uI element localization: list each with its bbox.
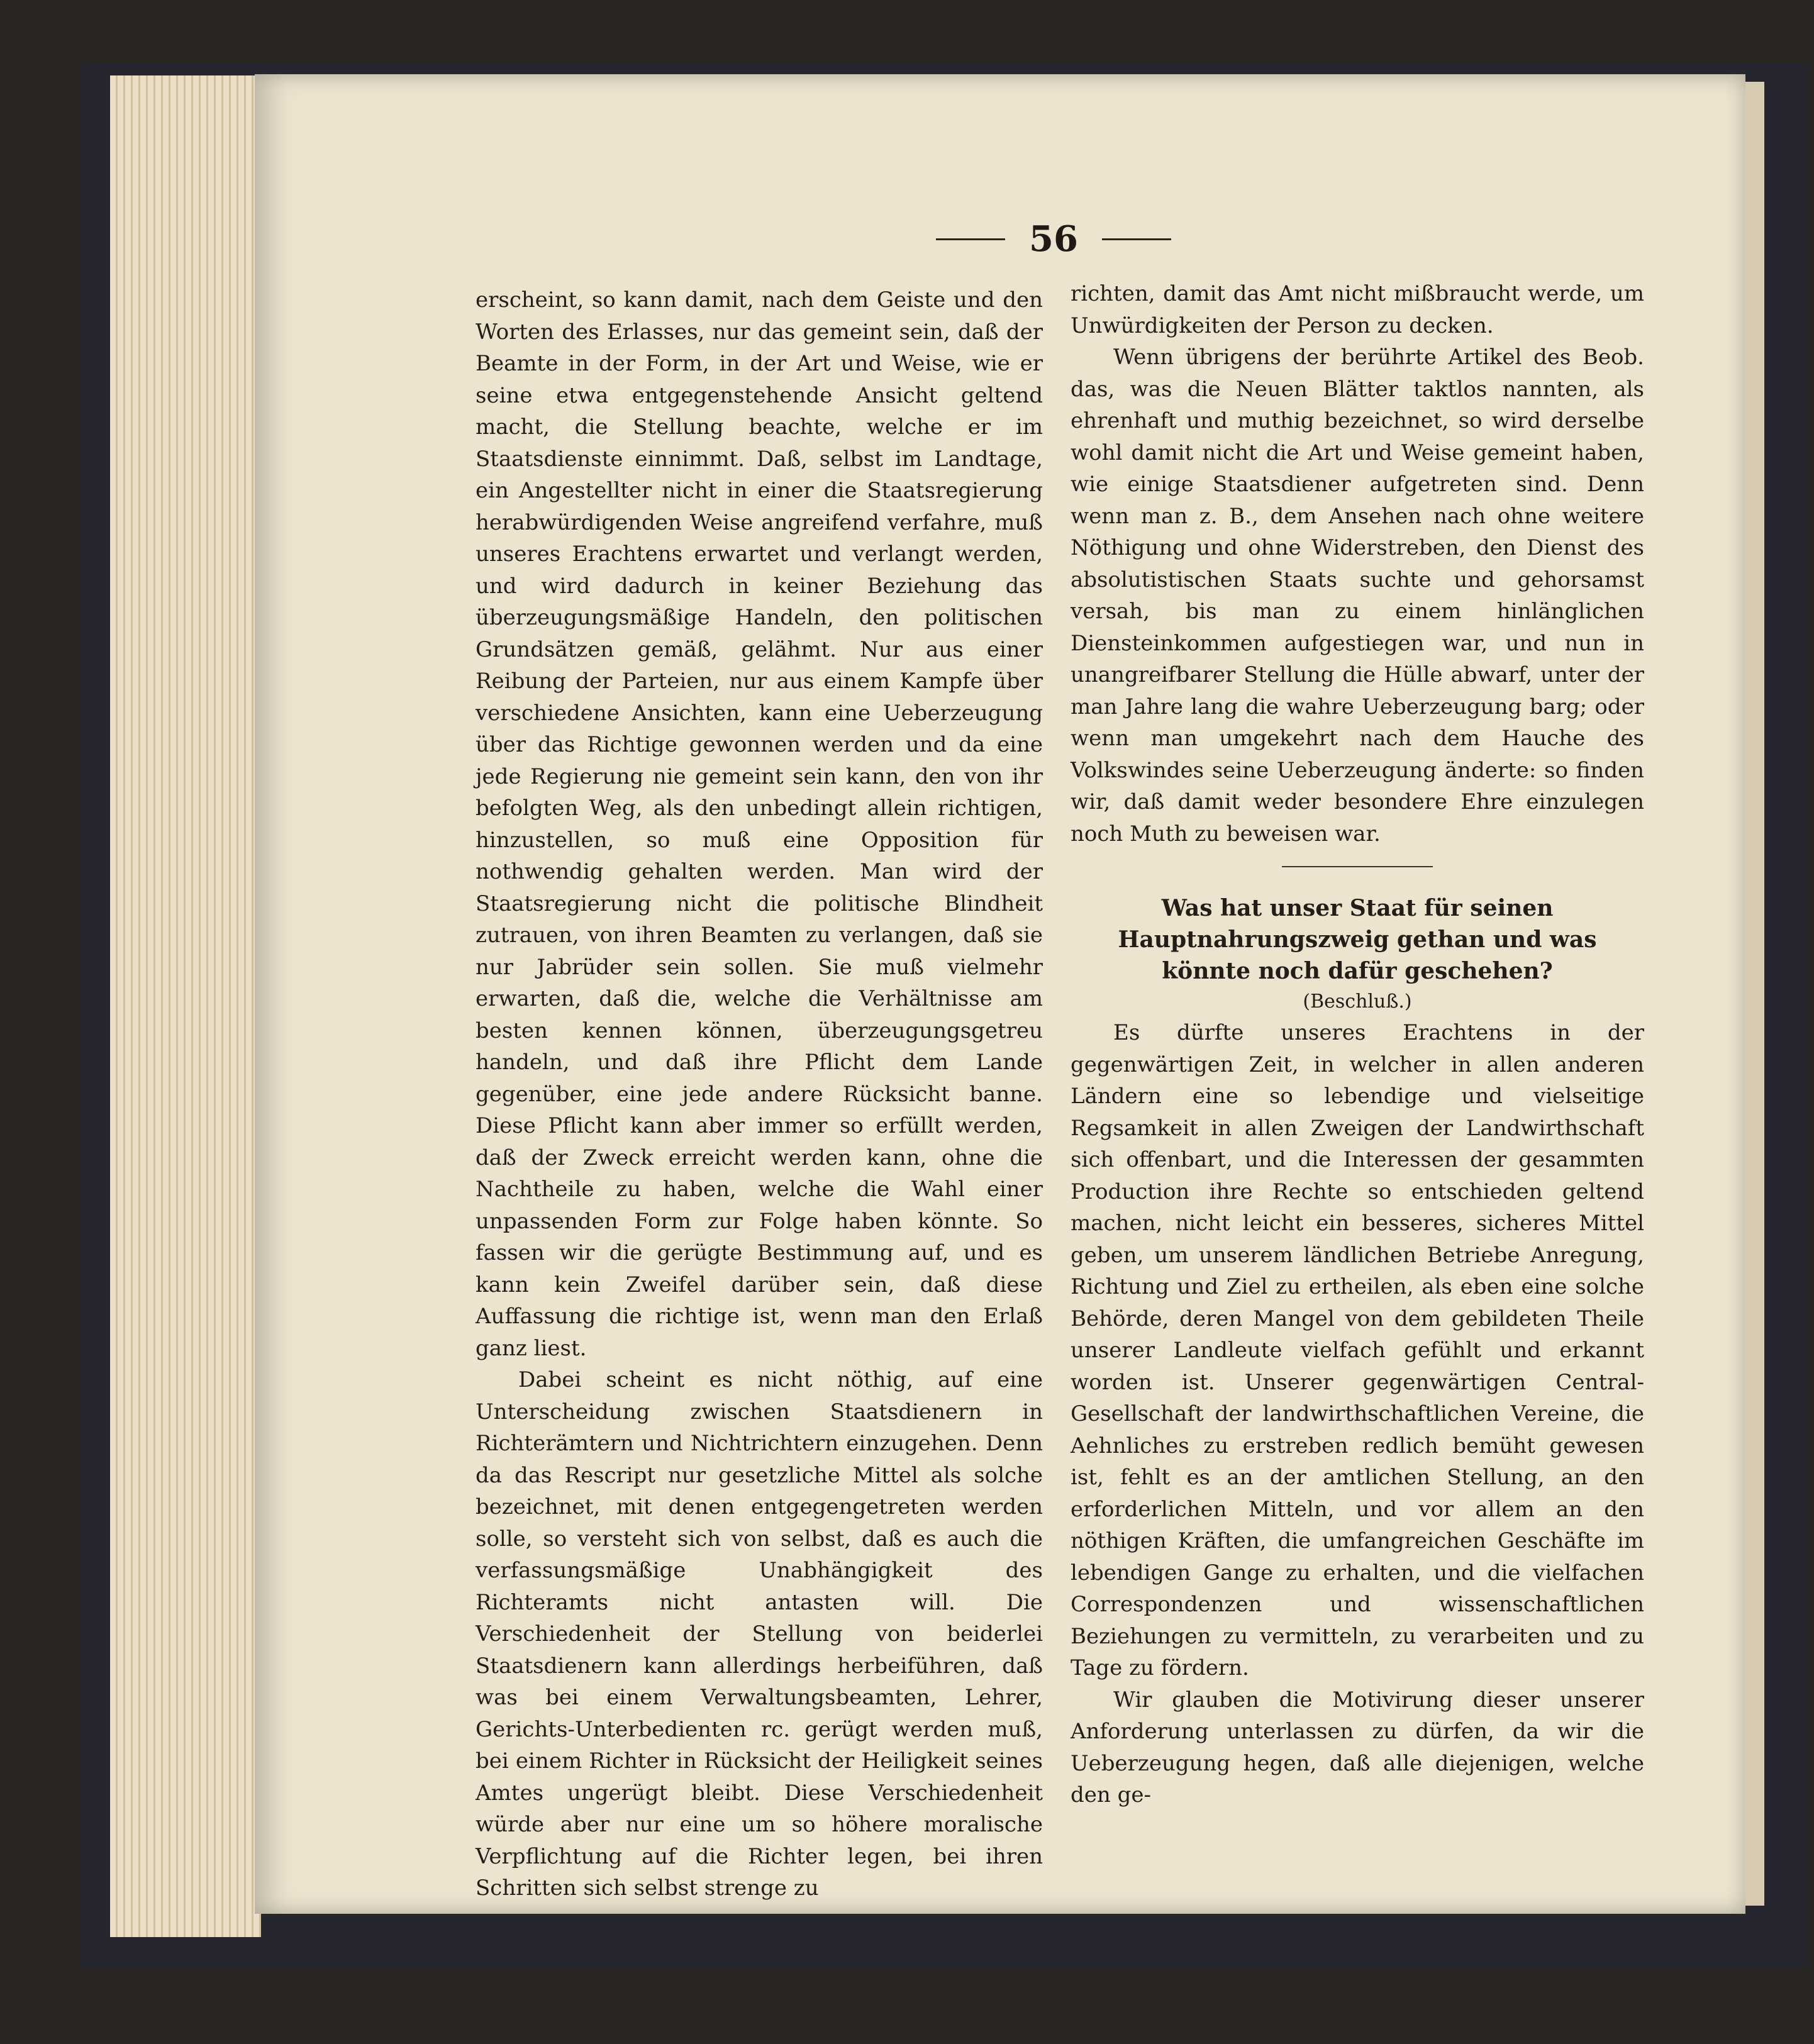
right-paragraph-2: Wenn übrigens der berührte Artikel des Beob. das, was die Neuen Blätter taktlos nannten, als ehrenhaft und muthig bezeichnet, so wird derselbe wohl damit nicht die Art und Weise gemeint haben, wie einige Staatsdiener aufgetreten sind. Denn wenn man z. B., dem Ansehen nach ohne weitere Nöthigung und ohne Widerstreben, den Dienst des absolutistischen Staats suchte und gehorsamst versah, bis man zu einem hinlänglichen Diensteinkommen aufgestiegen war, und nun in unangreifbarer Stellung die Hülle abwarf, unter der man Jahre lang die wahre Ueberzeugung barg; oder wenn man umgekehrt nach dem Hauche des Volkswindes seine Ueberzeugung änderte: so finden wir, daß damit weder besondere Ehre einzulegen noch Muth zu beweisen war. bbox=[1071, 345, 1644, 847]
right-column bbox=[1071, 278, 1644, 1811]
article-heading: Was hat unser Staat für seinen Hauptnahrungszweig gethan und was könnte noch dafür geschehen? bbox=[1118, 895, 1597, 984]
stacked-page-edges bbox=[110, 75, 261, 1937]
left-paragraph-1: erscheint, so kann damit, nach dem Geiste und den Worten des Erlasses, nur das gemeint sein, daß der Beamte in der Form, in der Art und Weise, wie er seine etwa entgegenstehende Ansicht geltend macht, die Stellung beachte, welche er im Staatsdienste einnimmt. Daß, selbst im Landtage, ein Angestellter nicht in einer die Staatsregierung herabwürdigenden Weise angreifend verfahre, muß unseres Erachtens erwartet und verlangt werden, und wird dadurch in keiner Beziehung das überzeugungsmäßige Handeln, den politischen Grundsätzen gemäß, gelähmt. Nur aus einer Reibung der Parteien, nur aus einem Kampfe über verschiedene Ansichten, kann eine Ueberzeugung über das Richtige gewonnen werden und da eine jede Regierung nie gemeint sein kann, den von ihr befolgten Weg, als den unbedingt allein richtigen, hinzustellen, so muß eine Opposition für nothwendig gehalten werden. Man wird der Staatsregierung nicht die politische Blindheit zutrauen, von ihren Beamten zu verlangen, daß sie nur Jabrüder sein sollen. Sie muß vielmehr erwarten, daß die, welche die Verhältnisse am besten kennen können, überzeugungsgetreu handeln, und daß ihre Pflicht dem Lande gegenüber, eine jede andere Rücksicht banne. Diese Pflicht kann aber immer so erfüllt werden, daß der Zweck erreicht werden kann, ohne die Nachtheile zu haben, welche die Wahl einer unpassenden Form zur Folge haben könnte. So fassen wir die gerügte Bestimmung auf, und es kann kein Zweifel darüber sein, daß diese Auffassung die richtige ist, wenn man den Erlaß ganz liest. bbox=[476, 287, 1043, 1361]
left-column bbox=[476, 284, 1043, 1904]
left-paragraph-2: Dabei scheint es nicht nöthig, auf eine Unterscheidung zwischen Staatsdienern in Richterämtern und Nichtrichtern einzugehen. Denn da das Rescript nur gesetzliche Mittel als solche bezeichnet, mit denen entgegengetreten werden solle, so versteht sich von selbst, daß es auch die verfassungsmäßige Unabhängigkeit des Richteramts nicht antasten will. Die Verschiedenheit der Stellung von beiderlei Staatsdienern kann allerdings herbeiführen, daß was bei einem Verwaltungsbeamten, Lehrer, Gerichts-Unterbedienten rc. gerügt werden muß, bei einem Richter in Rücksicht der Heiligkeit seines Amtes ungerügt bleibt. Diese Verschiedenheit würde aber nur eine um so höhere moralische Verpflichtung auf die Richter legen, bei ihren Schritten sich selbst strenge zu bbox=[476, 1367, 1043, 1901]
header-rule-right bbox=[1102, 238, 1171, 240]
section-divider bbox=[1282, 866, 1433, 867]
article-heading-note: (Beschluß.) bbox=[1303, 991, 1412, 1013]
page-number: 56 bbox=[1029, 218, 1078, 260]
page-header bbox=[899, 214, 1208, 264]
page-right-edge bbox=[1745, 82, 1764, 1906]
right-paragraph-1: richten, damit das Amt nicht mißbraucht werde, um Unwürdigkeiten der Person zu decken. bbox=[1071, 281, 1644, 338]
right-paragraph-4: Wir glauben die Motivirung dieser unserer Anforderung unterlassen zu dürfen, da wir die Ueberzeugung hegen, daß alle diejenigen, welche den ge- bbox=[1071, 1687, 1644, 1808]
header-rule-left bbox=[936, 238, 1005, 240]
right-paragraph-3: Es dürfte unseres Erachtens in der gegenwärtigen Zeit, in welcher in allen anderen Ländern eine so lebendige und vielseitige Regsamkeit in allen Zweigen der Landwirthschaft sich offenbart, und die Interessen der gesammten Production ihre Rechte so entschieden geltend machen, nicht leicht ein besseres, sicheres Mittel geben, um unserem ländlichen Betriebe Anregung, Richtung und Ziel zu ertheilen, als eben eine solche Behörde, deren Mangel von dem gebildeten Theile unserer Landleute vielfach gefühlt und erkannt worden ist. Unserer gegenwärtigen Central-Gesellschaft der landwirthschaftlichen Vereine, die Aehnliches zu erstreben redlich bemüht gewesen ist, fehlt es an der amtlichen Stellung, an den erforderlichen Mitteln, und vor allem an den nöthigen Kräften, die umfangreichen Geschäfte im lebendigen Gange zu erhalten, und die vielfachen Correspondenzen und wissenschaftlichen Beziehungen zu vermitteln, zu verarbeiten und zu Tage zu fördern. bbox=[1071, 1020, 1644, 1680]
